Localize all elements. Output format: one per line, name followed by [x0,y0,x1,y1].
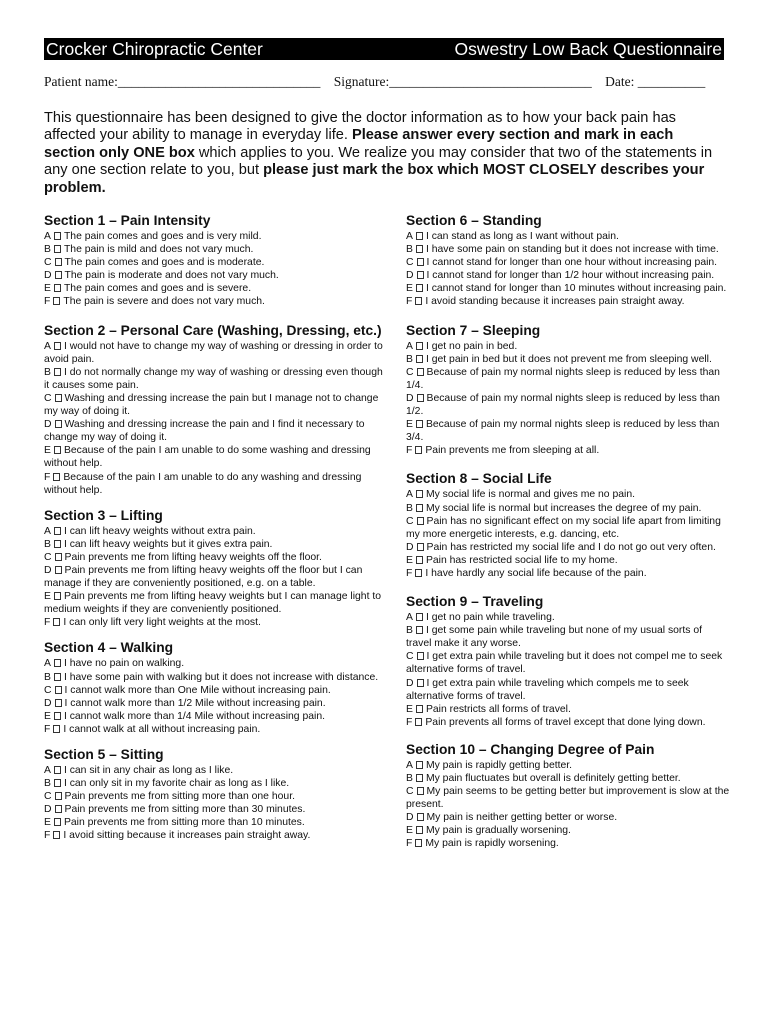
checkbox[interactable] [53,297,60,305]
section-6 [406,212,730,309]
option-letter: B [406,244,413,256]
option-e [44,816,384,829]
option-b [44,777,384,790]
option-letter: E [44,591,51,603]
option-letter: C [406,651,414,663]
option-c [44,256,384,269]
option-e [406,703,730,716]
option-e [406,282,730,295]
option-letter: F [406,716,413,728]
section-title: Section 5 – Sitting [44,747,164,762]
option-text: My social life is normal but increases the degree of my pain. [425,502,702,514]
option-letter: A [406,759,413,771]
option-text: I can sit in any chair as long as I like. [63,765,234,776]
checkbox[interactable] [55,271,62,279]
option-text: Pain prevents me from sitting more than one hour. [64,791,295,803]
option-letter: D [44,804,52,816]
option-text: I can lift heavy weights but it gives extra pain. [63,538,273,550]
checkbox[interactable] [55,686,62,694]
checkbox[interactable] [416,284,423,292]
option-text: The pain comes and goes and is moderate. [64,257,265,269]
option-letter: B [44,671,51,683]
option-text: The pain is severe and does not vary much. [63,296,265,308]
option-text: The pain is moderate and does not vary much. [64,270,279,282]
checkbox[interactable] [417,368,424,376]
option-text: I have no pain on walking. [63,658,185,670]
option-letter: A [44,765,51,776]
option-letter: A [406,612,413,624]
option-text: My pain is rapidly worsening. [425,838,559,850]
option-d [44,418,384,444]
option-text: I get some pain while traveling but none of my usual sorts of travel make it any worse. [406,625,703,650]
right-column [406,212,730,851]
option-text: I cannot walk at all without increasing pain. [63,723,261,735]
option-text: My pain is gradually worsening. [425,825,571,837]
checkbox[interactable] [417,394,424,402]
section-title: Section 4 – Walking [44,640,174,656]
left-column [44,212,384,843]
section-7 [406,322,730,458]
option-e [406,554,730,567]
option-letter: A [44,525,51,537]
section-3 [44,507,384,630]
section-title: Section 8 – Social Life [406,471,552,487]
option-text: I can lift heavy weights without extra pain. [63,525,256,537]
option-letter: E [44,817,51,829]
option-d [44,803,384,816]
option-f [406,716,730,729]
option-letter: B [406,625,413,637]
header-bar [44,38,724,60]
checkbox[interactable] [416,490,423,498]
option-text: Pain prevents me from lifting heavy weights off the floor. [64,551,322,563]
intro-bold-1: Please answer every section and mark in each section only ONE box [44,127,674,161]
option-letter: D [406,812,414,824]
checkbox[interactable] [54,659,61,667]
option-c [44,392,384,418]
option-text: My pain seems to be getting better but improvement is slow at the present. [406,786,730,811]
checkbox[interactable] [416,556,423,564]
option-letter: A [406,231,413,242]
option-text: Pain prevents all forms of travel except that done lying down. [425,716,706,728]
option-letter: A [44,340,51,352]
intro-text-2: which applies to you. We realize you may consider that two of the statements in any one section relate to you, but [44,144,713,179]
option-text: I cannot walk more than 1/4 Mile without increasing pain. [63,710,325,722]
option-e [44,710,384,723]
checkbox[interactable] [54,779,61,787]
checkbox[interactable] [54,245,61,253]
date-field[interactable]: Date: __________ [605,74,706,89]
section-1 [44,212,384,309]
option-a [406,759,730,772]
option-text: Because of the pain I am unable to do some washing and dressing without help. [44,445,371,470]
option-text: I avoid standing because it increases pain straight away. [425,296,685,308]
option-letter: C [44,392,52,404]
option-b [44,671,384,684]
option-c [406,650,730,676]
instructions-paragraph [44,110,726,197]
checkbox[interactable] [416,420,423,428]
option-letter: A [406,489,413,501]
option-letter: D [44,564,52,576]
checkbox[interactable] [55,792,62,800]
section-title: Section 1 – Pain Intensity [44,213,211,228]
option-text: Because of pain my normal nights sleep is reduced by less than 1/4. [406,366,720,391]
option-f [44,295,384,308]
option-letter: F [44,723,51,735]
option-c [406,785,730,811]
checkbox[interactable] [416,504,423,512]
option-text: Pain has no significant effect on my social life apart from limiting my more energetic interests, e.g. dancing, etc. [406,515,721,540]
option-letter: C [406,366,414,378]
option-letter: E [406,283,413,295]
section-title: Section 3 – Lifting [44,507,163,523]
option-letter: E [406,554,413,566]
option-c [44,551,384,564]
option-letter: F [406,445,413,457]
checkbox[interactable] [54,712,61,720]
option-d [406,392,730,418]
checkbox[interactable] [54,284,61,292]
checkbox[interactable] [54,527,61,535]
option-text: I cannot stand for longer than 10 minutes without increasing pain. [425,283,727,295]
option-letter: F [44,830,51,842]
option-f [406,837,730,850]
option-letter: B [406,502,413,514]
option-letter: D [406,677,414,689]
signature-field[interactable]: Signature:______________________________ [333,74,592,89]
section-10 [406,741,730,851]
checkbox[interactable] [416,705,423,713]
checkbox[interactable] [417,652,424,660]
option-a [406,488,730,501]
option-b [406,772,730,785]
option-letter: F [44,617,51,629]
option-text: I cannot stand for longer than one hour without increasing pain. [426,257,718,269]
checkbox[interactable] [416,626,423,634]
option-letter: C [44,257,52,269]
checkbox[interactable] [417,813,424,821]
option-a [44,657,384,670]
section-title: Section 9 – Traveling [406,594,544,610]
option-letter: E [406,419,413,431]
option-text: My pain fluctuates but overall is definitely getting better. [425,773,681,784]
option-a [406,611,730,624]
checkbox[interactable] [417,271,424,279]
option-text: I have some pain on standing but it does not increase with time. [425,244,719,256]
option-text: I have some pain with walking but it does not increase with distance. [63,671,379,683]
section-4 [44,639,384,736]
option-d [406,541,730,554]
option-text: Because of pain my normal nights sleep is reduced by less than 3/4. [406,419,720,444]
checkbox[interactable] [54,540,61,548]
checkbox[interactable] [54,232,61,240]
option-text: I get no pain while traveling. [425,612,555,624]
option-e [406,824,730,837]
option-d [406,677,730,703]
checkbox[interactable] [417,679,424,687]
checkbox[interactable] [416,613,423,621]
option-text: I cannot stand for longer than 1/2 hour without increasing pain. [426,270,715,282]
checkbox[interactable] [54,342,61,350]
section-9 [406,593,730,729]
option-text: My pain is neither getting better or worse. [426,812,618,824]
option-text: Washing and dressing increase the pain but I manage not to change my way of doing it. [44,392,379,418]
option-letter: D [44,697,52,709]
option-letter: C [406,786,414,798]
option-letter: D [406,541,414,553]
checkbox[interactable] [415,297,422,305]
checkbox[interactable] [55,699,62,707]
checkbox[interactable] [54,592,61,600]
option-letter: D [406,270,414,282]
option-letter: B [406,353,413,365]
option-f [44,829,384,842]
checkbox[interactable] [417,787,424,795]
option-text: I can only sit in my favorite chair as long as I like. [63,778,290,790]
checkbox[interactable] [54,818,61,826]
option-f [44,723,384,736]
option-letter: A [44,231,51,242]
checkbox[interactable] [417,517,424,525]
option-b [44,538,384,551]
checkbox[interactable] [54,766,61,774]
option-letter: F [44,296,51,308]
option-letter: E [44,445,51,457]
option-a [406,230,730,243]
option-letter: B [44,538,51,550]
option-letter: D [406,392,414,404]
checkbox[interactable] [415,569,422,577]
option-c [406,366,730,392]
option-text: The pain comes and goes and is severe. [63,283,252,295]
option-text: Washing and dressing increase the pain and I find it necessary to change my way of doing it. [44,419,365,444]
checkbox[interactable] [416,355,423,363]
option-text: Pain prevents me from lifting heavy weights but I can manage light to medium weights if they are conveniently positioned. [44,591,382,616]
option-text: My pain is rapidly getting better. [425,759,573,771]
checkbox[interactable] [55,420,62,428]
option-d [406,811,730,824]
checkbox[interactable] [417,543,424,551]
checkbox[interactable] [54,368,61,376]
checkbox[interactable] [54,446,61,454]
option-letter: E [406,825,413,837]
option-text: I get pain in bed but it does not prevent me from sleeping well. [425,353,712,365]
checkbox[interactable] [55,805,62,813]
option-letter: B [44,244,51,256]
option-b [406,624,730,650]
option-letter: D [44,270,52,282]
option-text: I can stand as long as I want without pain. [425,231,619,242]
option-letter: C [44,551,52,563]
option-c [406,256,730,269]
option-text: Pain prevents me from lifting heavy weights off the floor but I can manage if they are conveniently positioned, e.g. on a table. [44,564,363,590]
option-text: I would not have to change my way of washing or dressing in order to avoid pain. [44,340,383,365]
option-f [44,471,384,497]
option-letter: E [406,703,413,715]
checkbox[interactable] [415,446,422,454]
option-text: Pain prevents me from sleeping at all. [425,445,600,457]
checkbox[interactable] [55,394,62,402]
option-text: I get extra pain while traveling but it does not compel me to seek alternative forms of travel. [406,651,723,676]
option-a [44,764,384,777]
patient-name-field[interactable]: Patient name:______________________________ [44,74,321,89]
option-letter: E [44,283,51,295]
form-title: Oswestry Low Back Questionnaire [454,39,722,59]
option-e [406,418,730,444]
option-text: Pain has restricted my social life and I do not go out very often. [426,541,716,553]
checkbox[interactable] [53,725,60,733]
checkbox[interactable] [415,839,422,847]
option-text: I cannot walk more than One Mile without increasing pain. [64,684,331,696]
option-letter: C [44,684,52,696]
intro-bold-2: please just mark the box which MOST CLOSELY describes your problem. [44,162,705,196]
option-text: Pain prevents me from sitting more than 30 minutes. [64,804,306,816]
checkbox[interactable] [53,831,60,839]
option-d [44,269,384,282]
option-a [44,340,384,366]
option-d [406,269,730,282]
option-letter: A [406,340,413,352]
section-title: Section 10 – Changing Degree of Pain [406,741,655,757]
clinic-name: Crocker Chiropractic Center [46,39,263,59]
option-text: I get no pain in bed. [425,340,518,352]
option-letter: D [44,419,52,431]
option-text: I do not normally change my way of washing or dressing even though it causes some pain. [44,366,383,391]
option-text: Because of the pain I am unable to do any washing and dressing without help. [44,471,362,496]
option-text: The pain comes and goes and is very mild. [63,231,262,242]
section-5 [44,746,384,843]
checkbox[interactable] [415,718,422,726]
checkbox[interactable] [55,258,62,266]
checkbox[interactable] [55,566,62,574]
option-text: I can only lift very light weights at the most. [63,617,261,629]
option-text: I avoid sitting because it increases pain straight away. [63,830,311,842]
option-b [44,366,384,392]
option-text: My social life is normal and gives me no pain. [425,489,635,501]
option-f [44,616,384,629]
option-e [44,444,384,470]
intro-text-1: This questionnaire has been designed to give the doctor information as to how your back pain has affected your ability to manage in everyday life. [44,110,676,144]
checkbox[interactable] [55,553,62,561]
checkbox[interactable] [416,245,423,253]
option-letter: F [406,296,413,308]
section-8 [406,470,730,580]
option-f [406,567,730,580]
option-letter: F [406,567,413,579]
option-letter: F [44,471,51,483]
option-letter: C [44,791,52,803]
section-title: Section 7 – Sleeping [406,322,541,338]
option-letter: B [406,773,413,784]
checkbox[interactable] [53,618,60,626]
option-a [406,340,730,353]
option-text: I cannot walk more than 1/2 Mile without increasing pain. [64,697,326,709]
option-text: Because of pain my normal nights sleep is reduced by less than 1/2. [406,392,720,418]
option-letter: A [44,658,51,670]
checkbox[interactable] [416,774,423,782]
option-text: I get extra pain while traveling which compels me to seek alternative forms of travel. [406,677,689,702]
option-c [44,684,384,697]
option-b [44,243,384,256]
option-d [44,697,384,710]
option-letter: C [406,515,414,527]
option-a [44,525,384,538]
option-text: I have hardly any social life because of the pain. [425,567,647,579]
checkbox[interactable] [54,673,61,681]
option-a [44,230,384,243]
checkbox[interactable] [417,258,424,266]
option-f [406,444,730,457]
option-b [406,502,730,515]
checkbox[interactable] [416,232,423,240]
option-e [44,590,384,616]
option-f [406,295,730,308]
checkbox[interactable] [416,826,423,834]
section-title: Section 6 – Standing [406,213,542,228]
option-letter: E [44,710,51,722]
option-e [44,282,384,295]
option-c [44,790,384,803]
option-text: The pain is mild and does not vary much. [63,244,254,256]
section-title: Section 2 – Personal Care (Washing, Dressing, etc.) [44,322,382,338]
checkbox[interactable] [416,761,423,769]
option-text: Pain restricts all forms of travel. [425,703,571,715]
option-letter: B [44,778,51,790]
patient-info-line [44,74,724,90]
option-letter: C [406,257,414,269]
option-d [44,564,384,590]
checkbox[interactable] [416,342,423,350]
option-b [406,243,730,256]
option-letter: F [406,838,413,850]
section-2 [44,322,384,497]
option-b [406,353,730,366]
option-c [406,515,730,541]
option-text: Pain has restricted social life to my home. [425,554,618,566]
option-letter: B [44,366,51,378]
checkbox[interactable] [53,473,60,481]
option-text: Pain prevents me from sitting more than 10 minutes. [63,817,305,829]
